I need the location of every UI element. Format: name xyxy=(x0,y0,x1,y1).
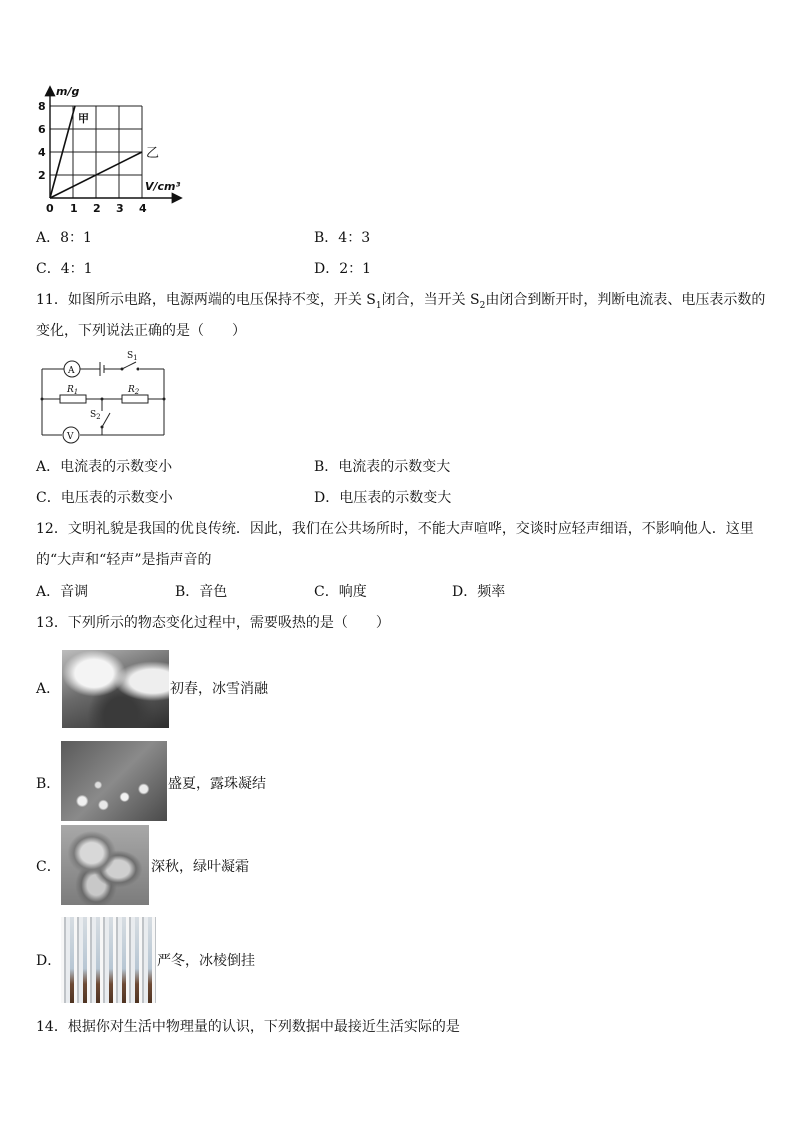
q14-stem: 14．根据你对生活中物理量的认识，下列数据中最接近生活实际的是 xyxy=(36,1019,460,1035)
q11-option-b[interactable]: B．电流表的示数变大 xyxy=(314,459,451,475)
q10-option-d[interactable]: D．2：1 xyxy=(314,261,372,277)
q12-stem-line1: 12．文明礼貌是我国的优良传统．因此，我们在公共场所时，不能大声喧哗，交谈时应轻声细语，不影响他人．这里 xyxy=(36,521,754,537)
q10-option-a[interactable]: A．8：1 xyxy=(36,230,92,246)
q13-option-d-text: 严冬，冰棱倒挂 xyxy=(157,953,255,969)
voltmeter-label: V xyxy=(67,432,74,442)
q13-option-a-letter[interactable]: A． xyxy=(36,681,61,697)
frosted-leaves-photo xyxy=(61,825,149,905)
q11-option-d[interactable]: D．电压表的示数变大 xyxy=(314,490,452,506)
q12-option-c[interactable]: C．响度 xyxy=(314,584,367,600)
q13-option-c-letter[interactable]: C． xyxy=(36,859,61,875)
x-tick: 3 xyxy=(116,202,124,215)
q11-stem-line1: 11．如图所示电路，电源两端的电压保持不变，开关 $S_1$闭合，当开关 $S_2$由闭合到断开时，判断电流表、电压表示数的 xyxy=(36,292,766,311)
x-tick: 4 xyxy=(139,202,147,215)
y-tick: 2 xyxy=(38,169,46,182)
q12-option-a[interactable]: A．音调 xyxy=(36,584,89,600)
q13-option-c-text: 深秋，绿叶凝霜 xyxy=(151,859,249,875)
q13-option-b-text: 盛夏，露珠凝结 xyxy=(168,776,266,792)
q13-option-b-letter[interactable]: B． xyxy=(36,776,61,792)
q11-stem-line2: 变化，下列说法正确的是（ ） xyxy=(36,323,246,339)
q11-option-a[interactable]: A．电流表的示数变小 xyxy=(36,459,173,475)
y-axis-label: m/g xyxy=(56,85,80,98)
circuit-diagram xyxy=(36,347,171,445)
ammeter-label: A xyxy=(68,366,75,376)
x-tick: 2 xyxy=(93,202,101,215)
dew-drops-photo xyxy=(61,741,167,821)
melting-snow-photo xyxy=(62,650,169,728)
x-tick: 0 xyxy=(46,202,54,215)
x-tick: 1 xyxy=(70,202,78,215)
y-tick: 4 xyxy=(38,146,46,159)
x-axis-label: V/cm³ xyxy=(145,180,181,193)
y-tick: 8 xyxy=(38,100,46,113)
line-b-label: 乙 xyxy=(146,146,160,161)
r1-label: $R_1$ xyxy=(67,385,79,396)
icicles-photo xyxy=(61,917,156,1003)
q11-option-c[interactable]: C．电压表的示数变小 xyxy=(36,490,173,506)
line-a-label: 甲 xyxy=(78,112,89,125)
q10-option-b[interactable]: B．4：3 xyxy=(314,230,371,246)
q10-option-c[interactable]: C．4：1 xyxy=(36,261,93,277)
q12-option-b[interactable]: B．音色 xyxy=(175,584,228,600)
q12-option-d[interactable]: D．频率 xyxy=(452,584,506,600)
r2-label: $R_2$ xyxy=(128,385,140,396)
s1-label: $S_1$ xyxy=(127,351,138,362)
q13-option-d-letter[interactable]: D． xyxy=(36,953,62,969)
q13-option-a-text: 初春，冰雪消融 xyxy=(170,681,268,697)
q13-stem: 13．下列所示的物态变化过程中，需要吸热的是（ ） xyxy=(36,615,390,631)
mass-volume-graph xyxy=(30,82,190,217)
q12-stem-line2: 的“大声和“轻声”是指声音的 xyxy=(36,552,212,568)
graph-grid xyxy=(50,106,142,198)
y-tick: 6 xyxy=(38,123,46,136)
s2-label: $S_2$ xyxy=(90,410,101,421)
